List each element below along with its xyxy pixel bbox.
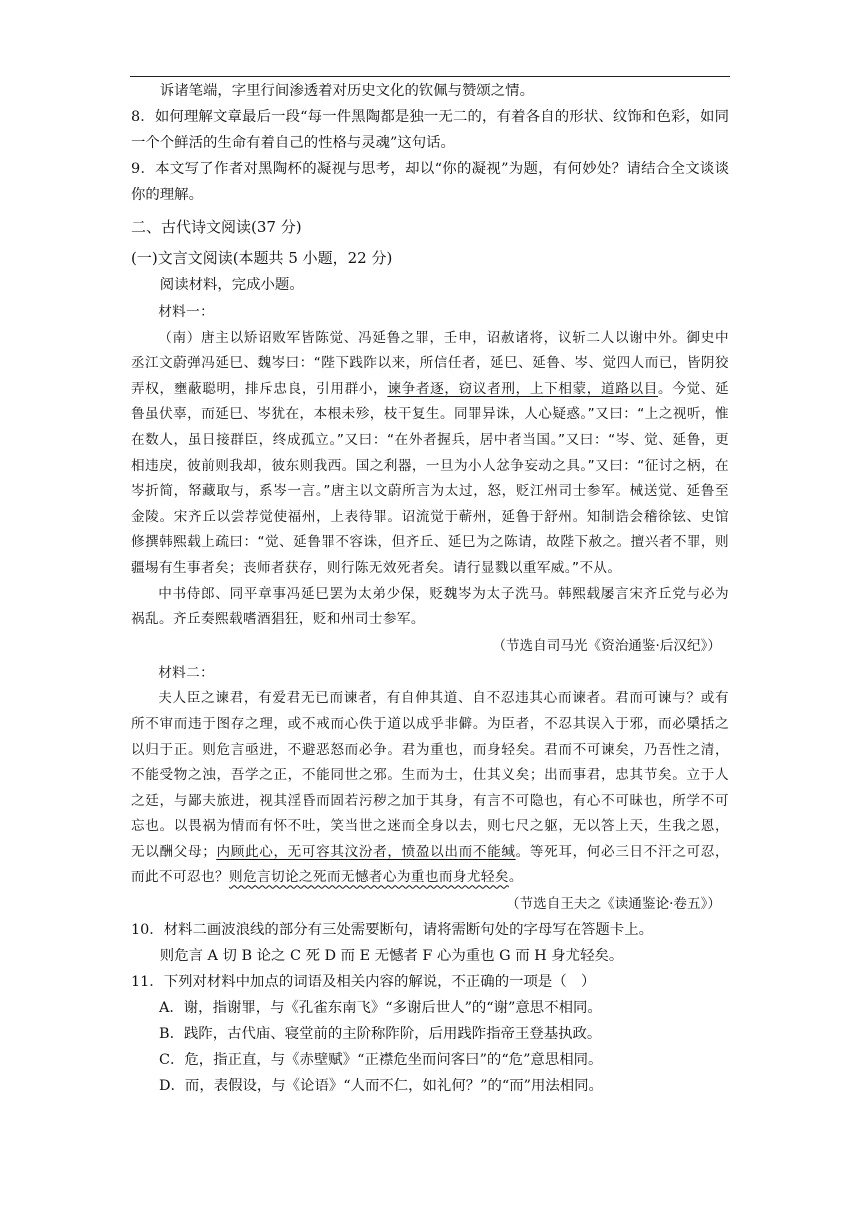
material-1-text: （南）唐主以矫诏败军皆陈觉、冯延鲁之罪，壬申，诏赦诸将，议斩二人以谢中外。御史中丞江文蔚弹冯延巳、魏岑曰：“陛下践阼以来，所信任者，延巳、延鲁、岑、觉四人而已，皆阴狡弄权，壅蔽聪明，排斥忠良，引用群小， xyxy=(131,329,729,397)
underlined-sentence-1: 谏争者逐，窃议者刑，上下相蒙，道路以目 xyxy=(387,380,659,397)
question-9: 9．本文写了作者对黑陶杯的凝视与思考，却以“你的凝视”为题，有何妙处？请结合全文谈谈你的理解。 xyxy=(131,161,729,203)
question-11-option-c: C．危，指正直，与《赤壁赋》“正襟危坐而问客曰”的“危”意思相同。 xyxy=(159,1052,603,1069)
wavy-underlined-sentence: 则危言切论之死而无憾者心为重也而身尤轻矣 xyxy=(228,869,509,886)
material-2-paragraph xyxy=(131,686,729,891)
question-11-option-a: A．谢，指谢罪，与《孔雀东南飞》“多谢后世人”的“谢”意思不相同。 xyxy=(159,1000,602,1017)
question-11: 11．下列对材料中加点的词语及相关内容的解说，不正确的一项是（ ） xyxy=(131,974,596,991)
subsection-1-title: (一)文言文阅读(本题共 5 小题，22 分) xyxy=(131,249,393,267)
question-8: 8．如何理解文章最后一段“每一件黑陶都是独一无二的，有着各自的形状、纹饰和色彩，如同一个个鲜活的生命有着自己的性格与灵魂”这句话。 xyxy=(131,109,729,151)
material-1-source: （节选自司马光《资治通鉴·后汉纪》） xyxy=(492,637,721,654)
material-1-paragraph-2: 中书侍郎、同平章事冯延巳罢为太弟少保，贬魏岑为太子洗马。韩熙载屡言宋齐丘党与必为祸乱。齐丘奏熙载嗜酒猖狂，贬和州司士参军。 xyxy=(131,585,729,628)
material-2-text: 夫人臣之谏君，有爱君无已而谏者，有自伸其道、自不忍违其心而谏者。君而可谏与？或有所不审而违于图存之理，或不戒而心佚于道以成乎非僻。为臣者，不忍其误入于邪，而必檃括之以归于正。则危言亟进，不避恶怒而必争。君为重也，而身轻矣。君而不可谏矣，乃吾性之清，不能受物之浊，吾学之正，不能同世之邪。生而为士，仕其义矣；出而事君，忠其节矣。立于人之廷，与鄙夫旅进，视其淫昏而固若污秽之加于其身，有言不可隐也，有心不可昧也，所学不可忘也。以畏祸为情而有怀不吐，笑当世之迷而全身以去，则七尺之躯，无以答上天，生我之恩，无以酬父母； xyxy=(131,690,729,860)
header-rule xyxy=(130,76,730,77)
question-10-sentence: 则危言 A 切 B 论之 C 死 D 而 E 无憾者 F 心为重也 G 而 H 身尤轻矣。 xyxy=(159,948,624,965)
question-10: 10．材料二画波浪线的部分有三处需要断句，请将需断句处的字母写在答题卡上。 xyxy=(131,922,653,939)
material-2-text-end: 。 xyxy=(508,869,523,886)
reading-instruction: 阅读材料，完成小题。 xyxy=(159,277,304,293)
material-2-text-mid: 。等死耳，何必三日不汗之可忍，而此不可忍也？ xyxy=(131,843,729,886)
material-1-paragraph-1 xyxy=(131,326,729,582)
question-11-option-b: B．践阼，古代庙、寝堂前的主阶称阼阶，后用践阼指帝王登基执政。 xyxy=(159,1026,602,1043)
material-1-text-tail: 。今觉、延鲁虽伏辜，而延巳、岑犹在，本根未殄，枝干复生。同罪异诛，人心疑惑。”又曰：“上之视听，惟在数人，虽日接群臣，终成孤立。”又曰：“在外者握兵，居中者当国。”又曰：“岑、觉、延鲁，更相违戾，彼前则我却，彼东则我西。国之利器，一旦为小人忿争妄动之具。”又曰：“征讨之柄，在岑折简，帑藏取与，系岑一言。”唐主以文蔚所言为太过，怒，贬江州司士参军。械送觉、延鲁至金陵。宋齐丘以尝荐觉使福州，上表待罪。诏流觉于蕲州，延鲁于舒州。知制诰会稽徐铉、史馆修撰韩熙载上疏曰：“觉、延鲁罪不容诛，但齐丘、延巳为之陈请，故陛下赦之。擅兴者不罪，则疆埸有生事者矣；丧师者获存，则行陈无效死者矣。请行显戮以重军威。”不从。 xyxy=(131,380,729,576)
question-11-option-d: D．而，表假设，与《论语》“人而不仁，如礼何？”的“而”用法相同。 xyxy=(159,1078,603,1095)
material-2-label: 材料二： xyxy=(158,664,215,681)
continued-answer-line: 诉诸笔端，字里行间渗透着对历史文化的钦佩与赞颂之情。 xyxy=(159,83,534,99)
page-content xyxy=(131,78,729,1099)
material-1-label: 材料一： xyxy=(158,304,215,320)
underlined-sentence-2: 内顾此心，无可容其汶汾者，愤盈以出而不能缄 xyxy=(216,843,516,860)
section-2-title: 二、古代诗文阅读(37 分) xyxy=(131,218,302,236)
material-2-source: （节选自王夫之《读通鉴论·卷五》） xyxy=(505,896,721,913)
